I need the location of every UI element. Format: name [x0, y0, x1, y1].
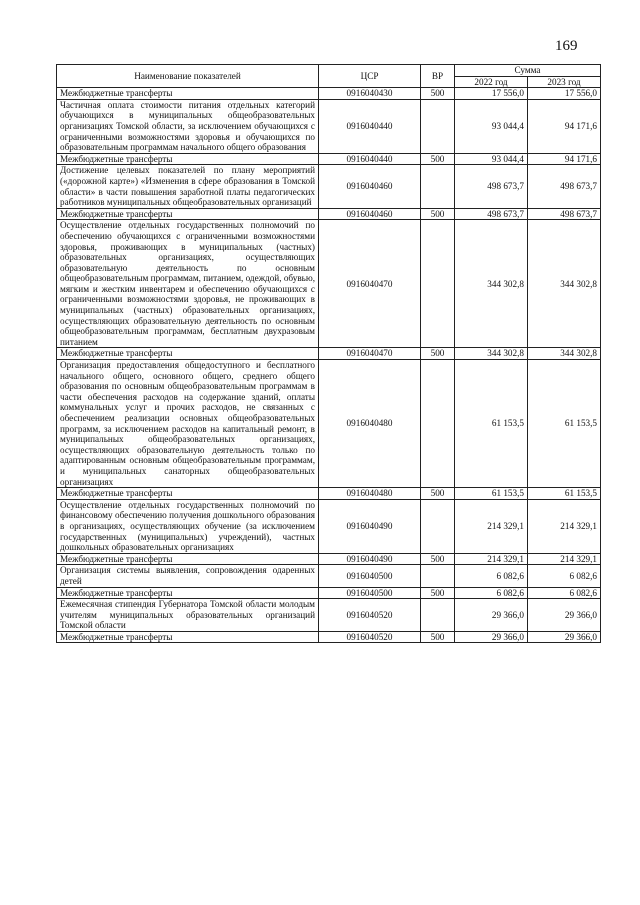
row-sum-2022: 6 082,6 [455, 565, 528, 587]
table-row [57, 488, 601, 500]
table-row [57, 99, 601, 153]
row-csr: 0916040490 [319, 553, 421, 565]
row-sum-2022: 344 302,8 [455, 220, 528, 348]
table-row [57, 348, 601, 360]
row-sum-2023: 61 153,5 [528, 488, 601, 500]
row-name: Межбюджетные трансферты [57, 488, 319, 500]
row-name: Частичная оплата стоимости питания отдельных категорий обучающихся в муниципальных общеобразовательных организациях Томской области, за исключением обучающихся с ограниченными возможностями здоровья и обучающихся по образовательным программам начального общего образования [57, 99, 319, 153]
row-vr: 500 [421, 348, 455, 360]
row-sum-2023: 17 556,0 [528, 88, 601, 100]
row-csr: 0916040480 [319, 488, 421, 500]
row-sum-2023: 29 366,0 [528, 599, 601, 632]
row-sum-2022: 17 556,0 [455, 88, 528, 100]
row-sum-2022: 344 302,8 [455, 348, 528, 360]
table-row [57, 599, 601, 632]
row-vr: 500 [421, 153, 455, 165]
table-row [57, 208, 601, 220]
row-sum-2022: 29 366,0 [455, 599, 528, 632]
row-sum-2023: 6 082,6 [528, 565, 601, 587]
header-vr: ВР [421, 65, 455, 88]
table-row [57, 565, 601, 587]
row-sum-2022: 214 329,1 [455, 499, 528, 553]
row-sum-2023: 94 171,6 [528, 99, 601, 153]
row-csr: 0916040480 [319, 360, 421, 488]
row-sum-2023: 344 302,8 [528, 348, 601, 360]
row-sum-2023: 6 082,6 [528, 587, 601, 599]
row-name: Межбюджетные трансферты [57, 553, 319, 565]
table-row [57, 553, 601, 565]
row-name: Межбюджетные трансферты [57, 208, 319, 220]
row-vr [421, 360, 455, 488]
row-csr: 0916040440 [319, 153, 421, 165]
row-vr: 500 [421, 88, 455, 100]
row-vr: 500 [421, 488, 455, 500]
table-body [57, 88, 601, 643]
row-vr: 500 [421, 587, 455, 599]
row-sum-2022: 93 044,4 [455, 99, 528, 153]
row-sum-2022: 93 044,4 [455, 153, 528, 165]
row-csr: 0916040440 [319, 99, 421, 153]
header-year-2023: 2023 год [528, 76, 601, 88]
row-csr: 0916040430 [319, 88, 421, 100]
row-sum-2022: 498 673,7 [455, 165, 528, 208]
row-sum-2022: 61 153,5 [455, 488, 528, 500]
row-sum-2022: 61 153,5 [455, 360, 528, 488]
table-row [57, 360, 601, 488]
table-row [57, 631, 601, 643]
row-csr: 0916040490 [319, 499, 421, 553]
row-name: Организация предоставления общедоступного и бесплатного начального общего, основного общего, среднего общего образования по основным общеобразовательным программам в части обеспечения расходов на содержание зданий, оплаты коммунальных услуг и прочих расходов, не связанных с обеспечением реализации основных общеобразовательных программ, за исключением расходов на капитальный ремонт, в муниципальных общеобразовательных организациях, осуществляющих образовательную деятельность только по адаптированным основным общеобразовательным программам, и муниципальных санаторных общеобразовательных организациях [57, 360, 319, 488]
row-sum-2023: 214 329,1 [528, 553, 601, 565]
row-sum-2023: 94 171,6 [528, 153, 601, 165]
table-row [57, 220, 601, 348]
row-name: Межбюджетные трансферты [57, 631, 319, 643]
row-vr [421, 99, 455, 153]
row-name: Межбюджетные трансферты [57, 587, 319, 599]
row-vr: 500 [421, 553, 455, 565]
header-sum: Сумма [455, 65, 601, 77]
row-csr: 0916040460 [319, 165, 421, 208]
row-name: Осуществление отдельных государственных полномочий по обеспечению обучающихся с ограниченными возможностями здоровья, проживающих в муниципальных (частных) образовательных организациях, осуществляющих образовательную деятельность по основным общеобразовательным программам, питанием, одеждой, обувью, мягким и жестким инвентарем и обеспечению обучающихся с ограниченными возможностями здоровья, не проживающих в муниципальных (частных) образовательных организациях, осуществляющих образовательную деятельность по основным общеобразовательным программам, бесплатным двухразовым питанием [57, 220, 319, 348]
table-row [57, 153, 601, 165]
table-row [57, 88, 601, 100]
header-name: Наименование показателей [57, 65, 319, 88]
header-year-2022: 2022 год [455, 76, 528, 88]
row-sum-2022: 6 082,6 [455, 587, 528, 599]
row-vr: 500 [421, 631, 455, 643]
row-sum-2023: 61 153,5 [528, 360, 601, 488]
row-sum-2022: 498 673,7 [455, 208, 528, 220]
row-vr: 500 [421, 208, 455, 220]
page-number: 169 [555, 38, 578, 54]
row-vr [421, 499, 455, 553]
row-vr [421, 565, 455, 587]
row-sum-2023: 214 329,1 [528, 499, 601, 553]
row-name: Межбюджетные трансферты [57, 88, 319, 100]
row-csr: 0916040500 [319, 587, 421, 599]
row-sum-2023: 29 366,0 [528, 631, 601, 643]
row-sum-2023: 498 673,7 [528, 165, 601, 208]
row-csr: 0916040470 [319, 220, 421, 348]
table-row [57, 165, 601, 208]
row-csr: 0916040460 [319, 208, 421, 220]
table-row [57, 499, 601, 553]
row-name: Межбюджетные трансферты [57, 348, 319, 360]
row-csr: 0916040520 [319, 631, 421, 643]
row-sum-2023: 498 673,7 [528, 208, 601, 220]
row-name: Организация системы выявления, сопровождения одаренных детей [57, 565, 319, 587]
row-vr [421, 599, 455, 632]
row-vr [421, 165, 455, 208]
budget-table [56, 64, 601, 643]
row-vr [421, 220, 455, 348]
row-csr: 0916040520 [319, 599, 421, 632]
row-csr: 0916040500 [319, 565, 421, 587]
row-name: Межбюджетные трансферты [57, 153, 319, 165]
row-name: Ежемесячная стипендия Губернатора Томской области молодым учителям муниципальных образовательных организаций Томской области [57, 599, 319, 632]
row-sum-2022: 214 329,1 [455, 553, 528, 565]
row-name: Осуществление отдельных государственных полномочий по финансовому обеспечению получения дошкольного образования в организациях, осуществляющих обучение (за исключением государственных (муниципальных) учреждений), частных дошкольных образовательных организациях [57, 499, 319, 553]
table-row [57, 587, 601, 599]
row-name: Достижение целевых показателей по плану мероприятий («дорожной карте») «Изменения в сфере образования в Томской области» в части повышения заработной платы педагогических работников муниципальных общеобразовательных организаций [57, 165, 319, 208]
row-csr: 0916040470 [319, 348, 421, 360]
row-sum-2022: 29 366,0 [455, 631, 528, 643]
header-csr: ЦСР [319, 65, 421, 88]
row-sum-2023: 344 302,8 [528, 220, 601, 348]
